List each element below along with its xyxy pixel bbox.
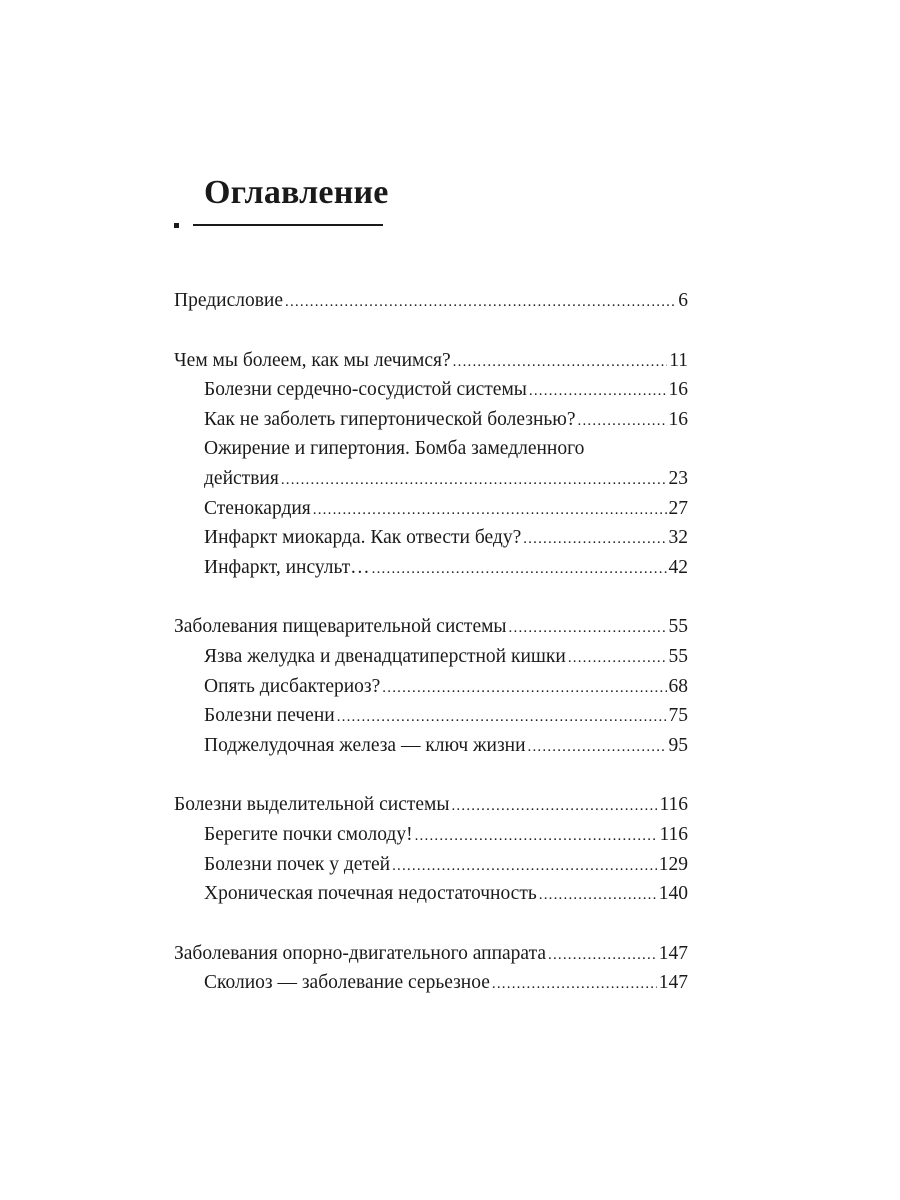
toc-entry[interactable] xyxy=(174,612,688,642)
toc-page-number: 116 xyxy=(659,794,688,816)
dot-leader xyxy=(548,941,657,971)
toc-subentry[interactable] xyxy=(174,642,688,672)
toc-entry-text: Инфаркт миокарда. Как отвести беду? xyxy=(204,527,522,549)
toc-subentry[interactable] xyxy=(174,672,688,702)
toc-page-number: 27 xyxy=(668,497,688,519)
toc-subentry[interactable] xyxy=(174,375,688,405)
dot-leader xyxy=(453,348,668,378)
toc-entry[interactable] xyxy=(174,939,688,969)
dot-leader xyxy=(451,792,657,822)
dot-leader xyxy=(568,644,667,674)
dot-leader xyxy=(492,970,657,1000)
toc-entry-text: Болезни выделительной системы xyxy=(174,794,450,816)
toc-subentry[interactable] xyxy=(174,464,688,494)
dot-leader xyxy=(528,733,667,763)
toc-subentry[interactable] xyxy=(174,879,688,909)
toc-entry-text: Чем мы болеем, как мы лечимся? xyxy=(174,349,451,371)
toc-subentry[interactable] xyxy=(174,523,688,553)
dot-leader xyxy=(392,852,657,882)
dot-leader xyxy=(337,703,667,733)
toc-page-number: 23 xyxy=(668,467,688,489)
dot-leader xyxy=(313,496,667,526)
toc-subentry[interactable] xyxy=(174,820,688,850)
toc-entry[interactable] xyxy=(174,286,688,316)
toc-subentry[interactable] xyxy=(174,701,688,731)
toc-page-number: 147 xyxy=(658,972,688,994)
toc-entry-text: Сколиоз — заболевание серьезное xyxy=(204,972,490,994)
dot-leader xyxy=(372,555,667,585)
toc-page-number: 75 xyxy=(668,705,688,727)
toc-subentry[interactable] xyxy=(174,850,688,880)
toc-page-number: 95 xyxy=(668,734,688,756)
dot-leader xyxy=(415,822,658,852)
toc-section xyxy=(174,939,688,998)
toc-page-number: 55 xyxy=(668,616,688,638)
toc-page-number: 68 xyxy=(668,675,688,697)
toc-entry[interactable] xyxy=(174,790,688,820)
toc-page-number: 6 xyxy=(678,290,688,311)
toc-entry-text: Болезни почек у детей xyxy=(204,853,391,875)
toc-page-number: 129 xyxy=(658,853,688,875)
toc-entry-text: Как не заболеть гипертонической болезнью? xyxy=(204,408,576,430)
toc-subentry[interactable] xyxy=(174,553,688,583)
table-of-contents xyxy=(174,286,688,1028)
dot-leader xyxy=(281,466,667,496)
toc-section xyxy=(174,286,688,316)
toc-page-number: 55 xyxy=(668,645,688,667)
toc-entry-text: Берегите почки смолоду! xyxy=(204,823,413,845)
toc-subentry[interactable] xyxy=(174,731,688,761)
toc-entry-text: Заболевания пищеварительной системы xyxy=(174,616,507,638)
toc-subentry[interactable] xyxy=(174,405,688,435)
title-marker xyxy=(174,223,179,228)
toc-subentry[interactable] xyxy=(174,494,688,524)
toc-section xyxy=(174,346,688,583)
toc-entry-text: Заболевания опорно-двигательного аппарата xyxy=(174,942,546,964)
toc-page-number: 140 xyxy=(658,883,688,905)
dot-leader xyxy=(382,674,666,704)
toc-entry-text: действия xyxy=(204,467,279,489)
toc-entry-text: Предисловие xyxy=(174,290,284,311)
toc-entry-text-line1: Ожирение и гипертония. Бомба замедленного xyxy=(204,438,585,460)
toc-page-number: 11 xyxy=(669,349,688,371)
toc-page-number: 32 xyxy=(668,527,688,549)
title-underline xyxy=(193,224,383,226)
toc-entry-text: Болезни сердечно-сосудистой системы xyxy=(204,379,527,401)
toc-entry-text: Поджелудочная железа — ключ жизни xyxy=(204,734,526,756)
toc-page-number: 147 xyxy=(658,942,688,964)
toc-entry-text: Опять дисбактериоз? xyxy=(204,675,381,697)
toc-entry-text: Хроническая почечная недостаточность xyxy=(204,883,537,905)
toc-page-number: 42 xyxy=(668,556,688,578)
dot-leader xyxy=(529,377,667,407)
page-title: Оглавление xyxy=(204,174,389,211)
toc-section xyxy=(174,612,688,760)
toc-entry[interactable] xyxy=(174,346,688,376)
dot-leader xyxy=(539,881,657,911)
toc-section xyxy=(174,790,688,908)
toc-entry-text: Язва желудка и двенадцатиперстной кишки xyxy=(204,645,566,667)
dot-leader xyxy=(523,525,666,555)
toc-subentry[interactable] xyxy=(174,968,688,998)
toc-entry-text: Болезни печени xyxy=(204,705,335,727)
toc-page-number: 16 xyxy=(668,379,688,401)
dot-leader xyxy=(509,614,667,644)
toc-page-number: 16 xyxy=(668,408,688,430)
toc-page-number: 116 xyxy=(659,823,688,845)
toc-entry-text: Инфаркт, инсульт… xyxy=(204,556,370,578)
dot-leader xyxy=(578,407,667,437)
toc-entry-text: Стенокардия xyxy=(204,497,311,519)
dot-leader xyxy=(285,288,676,318)
